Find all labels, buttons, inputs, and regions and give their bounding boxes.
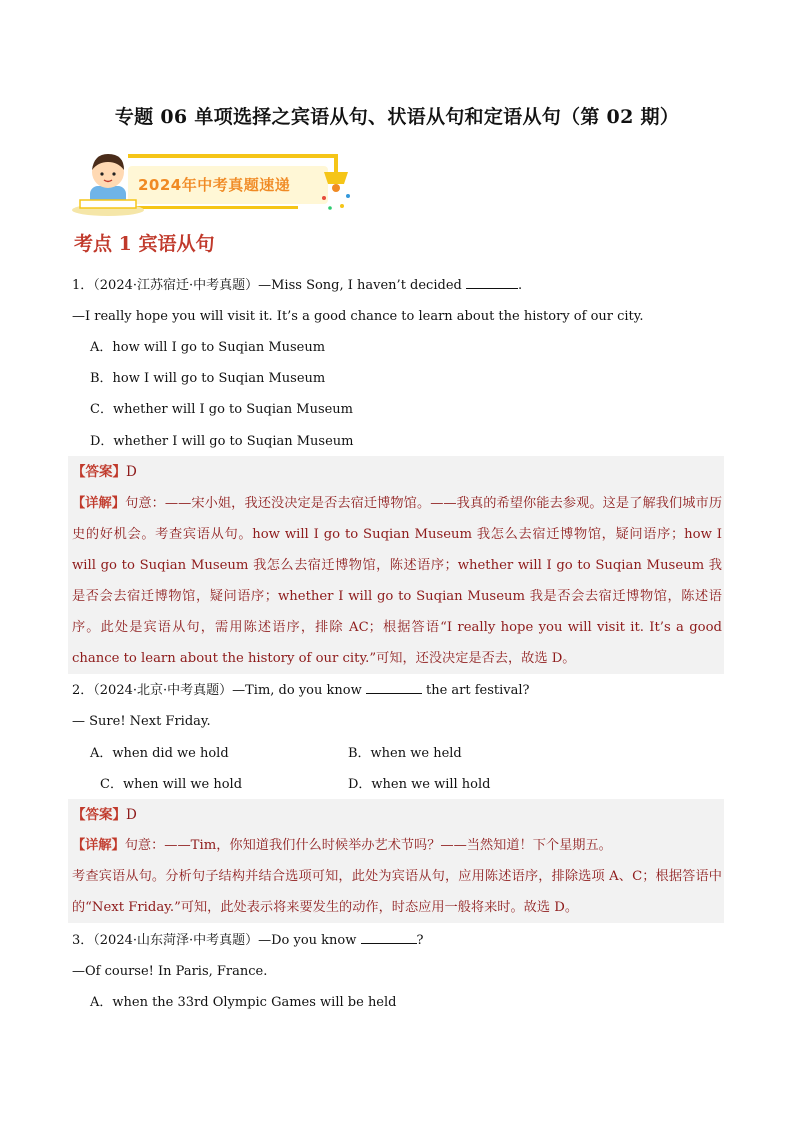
- question-1-option-d: D．whether I will go to Suqian Museum: [90, 434, 354, 449]
- banner-label: 2024年中考真题速递: [138, 176, 291, 194]
- question-3-stem-suffix: ?: [416, 933, 424, 948]
- question-1-detail: [72, 488, 722, 674]
- question-2-answer: [72, 805, 137, 825]
- question-2-option-d: D．when we will hold: [348, 777, 491, 792]
- question-1-stem-text: 1．（2024·江苏宿迁·中考真题）—Miss Song, I haven’t decided: [72, 278, 462, 293]
- question-2-stem-text: 2．（2024·北京·中考真题）—Tim, do you know: [72, 683, 362, 698]
- detail-text-line-2: 考查宾语从句。分析句子结构并结合选项可知，此处为宾语从句，应用陈述语序，排除选项 A、C；根据答语中的“Next Friday.”可知，此处表示将来要发生的动作，时态应用一般将来时。故选 D。: [72, 869, 722, 915]
- question-1-blank: [466, 276, 518, 289]
- question-2-option-b: B．when we held: [348, 746, 462, 761]
- detail-text-line-1: 句意：——Tim，你知道我们什么时候举办艺术节吗？——当然知道！下个星期五。: [124, 838, 612, 853]
- document-title: 专题 06 单项选择之宾语从句、状语从句和定语从句（第 02 期）: [114, 106, 680, 128]
- question-2-reply: — Sure! Next Friday.: [72, 714, 211, 729]
- question-2-blank: [366, 681, 422, 694]
- banner: [72, 148, 362, 220]
- question-2-detail: [72, 830, 722, 923]
- question-3-stem-text: 3．（2024·山东菏泽·中考真题）—Do you know: [72, 933, 357, 948]
- answer-label: 【答案】: [72, 807, 126, 823]
- answer-label: 【答案】: [72, 464, 126, 480]
- question-1-option-b: B．how I will go to Suqian Museum: [90, 371, 326, 386]
- question-3-reply: —Of course! In Paris, France.: [72, 964, 268, 979]
- detail-label: 【详解】: [72, 838, 125, 853]
- question-1-option-a: A．how will I go to Suqian Museum: [90, 340, 326, 355]
- question-2-option-a: A．when did we hold: [90, 746, 229, 761]
- answer-value: D: [126, 464, 137, 480]
- question-2-stem-suffix: the art festival?: [425, 683, 530, 698]
- answer-value: D: [126, 807, 137, 823]
- question-3-stem: [72, 931, 424, 951]
- question-1-stem: [72, 276, 522, 296]
- question-1-option-c: C．whether will I go to Suqian Museum: [90, 402, 354, 417]
- detail-text: 句意：——宋小姐，我还没决定是否去宿迁博物馆。——我真的希望你能去参观。这是了解我们城市历史的好机会。考查宾语从句。how will I go to Suqian Museum 我怎么去宿迁博物馆，疑问语序；how I will go to Suqian Museum 我怎么去宿迁博物馆，陈述语序；whether will I go to Suqian Museum 我是否会去宿迁博物馆，疑问语序；whether I will go to Suqian Museum 我是否会去宿迁博物馆，陈述语序。此处是宾语从句，需用陈述语序，排除 AC；根据答语“I really hope you will visit it. It’s a good chance to learn about the history of our city.”可知，还没决定是否去，故选 D。: [72, 496, 723, 666]
- detail-label: 【详解】: [72, 496, 126, 511]
- question-3-option-a: A．when the 33rd Olympic Games will be held: [90, 995, 397, 1010]
- question-2-option-c: C．when will we hold: [100, 777, 243, 792]
- question-1-reply: —I really hope you will visit it. It’s a good chance to learn about the history of our city.: [72, 309, 644, 324]
- question-2-stem: [72, 681, 530, 701]
- section-heading: 考点 1 宾语从句: [74, 233, 215, 255]
- question-1-answer: [72, 462, 137, 482]
- question-3-blank: [361, 931, 417, 944]
- question-1-stem-suffix: .: [517, 278, 523, 293]
